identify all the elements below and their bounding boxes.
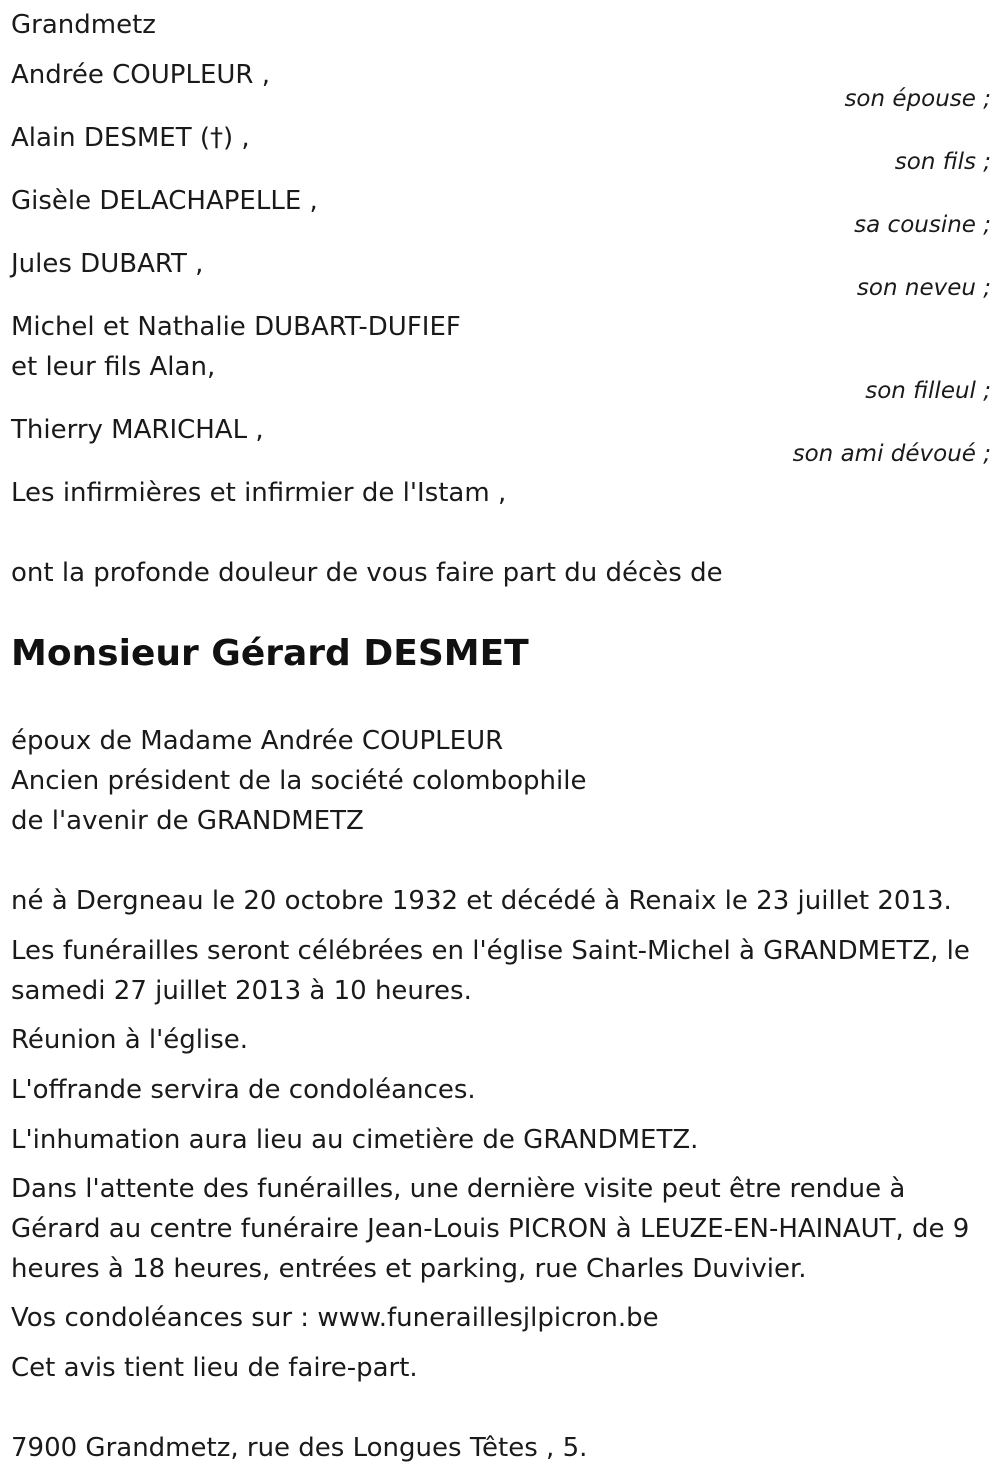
relation-friend: son ami dévoué ; xyxy=(792,441,991,467)
funeral-text: Les funérailles seront célébrées en l'église Saint-Michel à GRANDMETZ, le samedi 27 juillet 2013 à 10 heures. xyxy=(11,936,970,1006)
relation-nephew: son neveu ; xyxy=(856,275,991,301)
announcement-text: ont la profonde douleur de vous faire part du décès de xyxy=(11,558,723,588)
address-text: 7900 Grandmetz, rue des Longues Têtes , 5. xyxy=(11,1433,588,1463)
family-member-godson-line2: et leur fils Alan, xyxy=(11,352,216,382)
meeting-text: Réunion à l'église. xyxy=(11,1025,249,1055)
description-line-1: époux de Madame Andrée COUPLEUR xyxy=(11,726,504,756)
family-member-son: Alain DESMET (†) , xyxy=(11,123,250,153)
relation-godson: son filleul ; xyxy=(865,378,991,404)
relation-cousin: sa cousine ; xyxy=(854,212,991,238)
relation-spouse: son épouse ; xyxy=(844,86,991,112)
family-member-nephew: Jules DUBART , xyxy=(11,249,204,279)
condolences-text: Vos condoléances sur : www.funeraillesjlpicron.be xyxy=(11,1303,659,1333)
burial-text: L'inhumation aura lieu au cimetière de GRANDMETZ. xyxy=(11,1125,699,1155)
family-member-spouse: Andrée COUPLEUR , xyxy=(11,60,271,90)
relation-son: son fils ; xyxy=(894,149,991,175)
notice-text: Cet avis tient lieu de faire-part. xyxy=(11,1353,418,1383)
family-member-nurses: Les infirmières et infirmier de l'Istam , xyxy=(11,478,507,508)
birth-death-text: né à Dergneau le 20 octobre 1932 et décédé à Renaix le 23 juillet 2013. xyxy=(11,886,952,916)
description-line-2: Ancien président de la société colombophile xyxy=(11,766,587,796)
town-header: Grandmetz xyxy=(11,10,156,40)
family-member-godson: Michel et Nathalie DUBART-DUFIEF xyxy=(11,312,461,342)
family-member-friend: Thierry MARICHAL , xyxy=(11,415,264,445)
description-line-3: de l'avenir de GRANDMETZ xyxy=(11,806,364,836)
family-member-cousin: Gisèle DELACHAPELLE , xyxy=(11,186,318,216)
offering-text: L'offrande servira de condoléances. xyxy=(11,1075,476,1105)
deceased-name: Monsieur Gérard DESMET xyxy=(11,633,529,674)
visit-text: Dans l'attente des funérailles, une dernière visite peut être rendue à Gérard au centre funéraire Jean-Louis PICRON à LEUZE-EN-HAINAUT, de 9 heures à 18 heures, entrées et parking, rue Charles Duvivier. xyxy=(11,1174,970,1284)
